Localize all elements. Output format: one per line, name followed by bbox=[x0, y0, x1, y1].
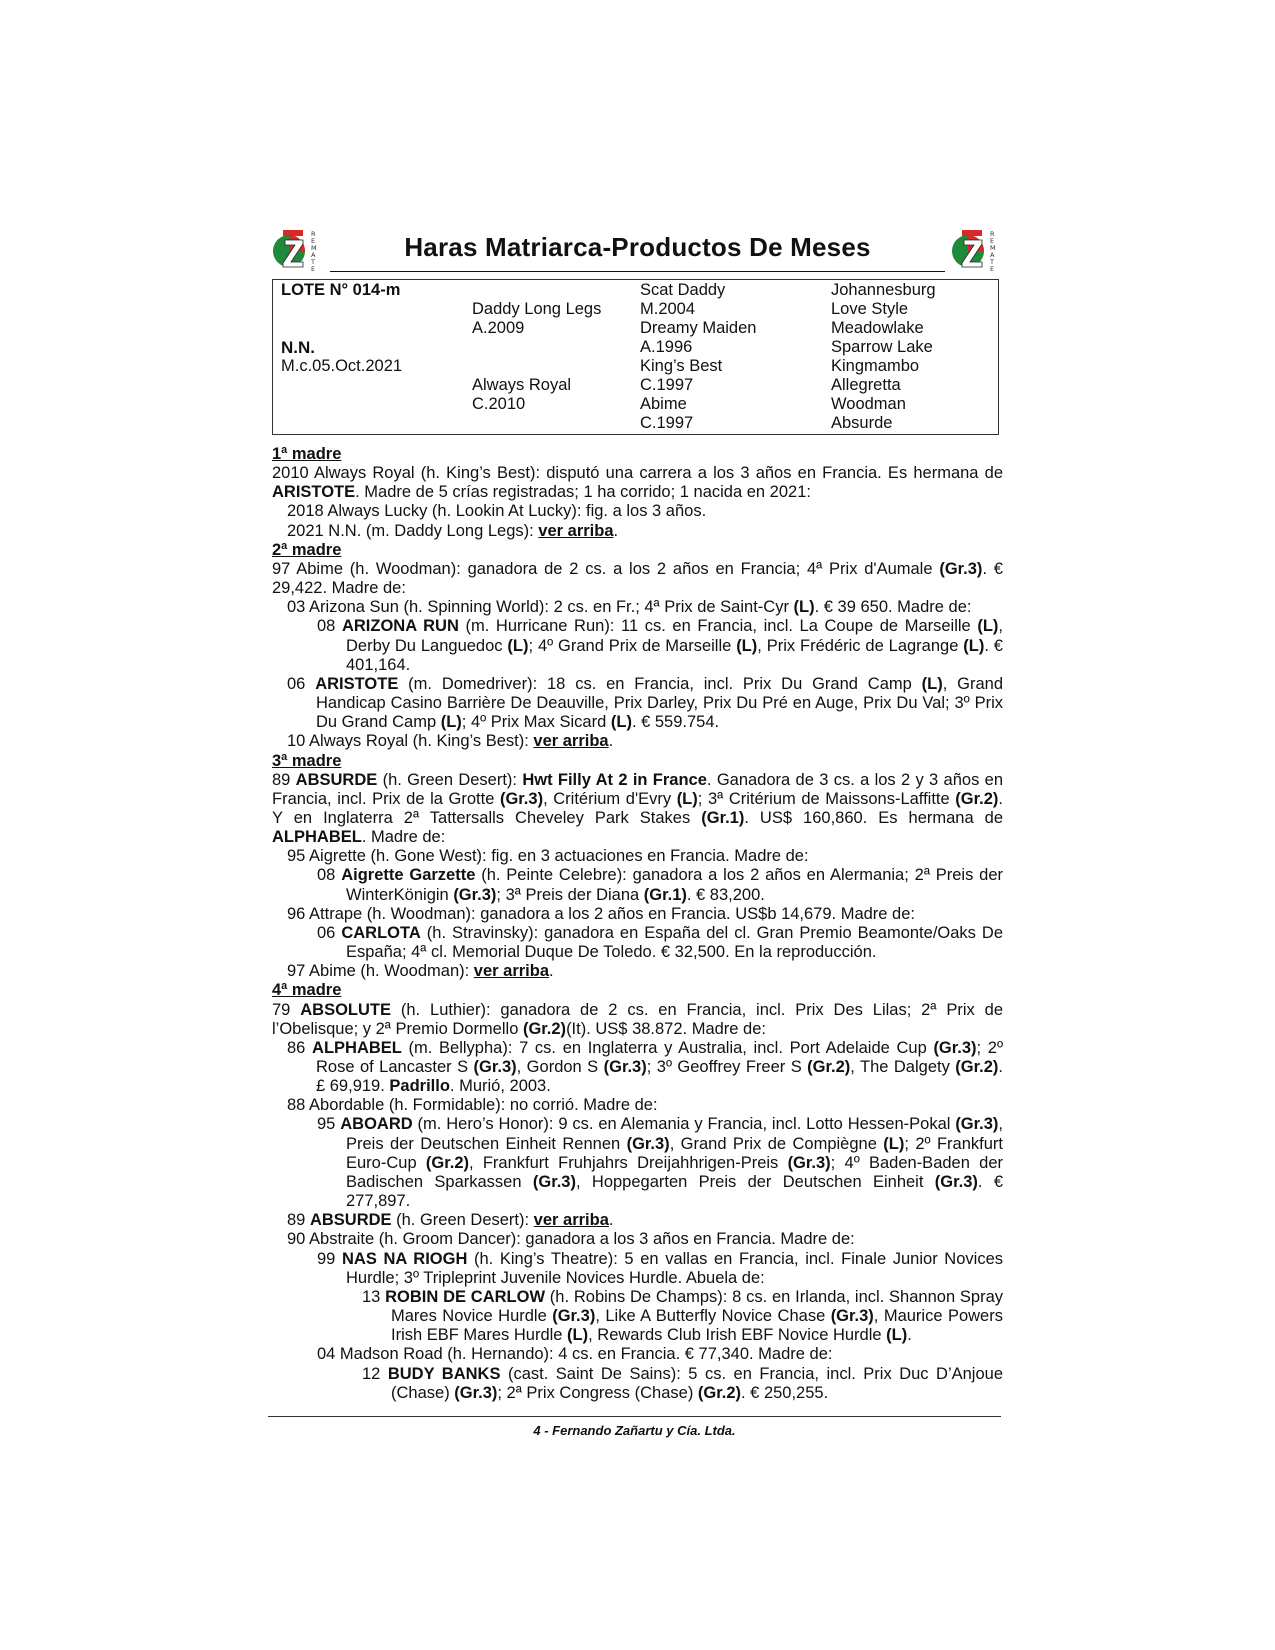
dam-2-paragraph: 97 Abime (h. Woodman): ganadora de 2 cs. a los 2 años en Francia; 4ª Prix d'Aumale (Gr.3). € 29,422. Madre de: bbox=[272, 559, 1003, 598]
footer-rule bbox=[268, 1416, 1001, 1417]
svg-text:E: E bbox=[311, 237, 316, 245]
dam-4-paragraph: 79 ABSOLUTE (h. Luthier): ganadora de 2 cs. en Francia, incl. Prix Des Lilas; 2ª Prix de l’Obelisque; y 2ª Premio Dormello (Gr.2)(It). US$ 38.872. Madre de: bbox=[272, 1000, 1004, 1038]
grandsire-paternal-year: M.2004 bbox=[640, 300, 696, 318]
great-grandparent: Allegretta bbox=[831, 376, 901, 394]
remates-logo-left bbox=[271, 226, 321, 274]
list-item: 08 Aigrette Garzette (h. Peinte Celebre): ganadora a los 2 años en Alermania; 2ª Preis der WinterKönigin (Gr.3); 3ª Preis der Diana (Gr.1). € 83,200. bbox=[317, 866, 1004, 904]
list-item: 03 Arizona Sun (h. Spinning World): 2 cs. en Fr.; 4ª Prix de Saint-Cyr (L). € 39 650. Madre de: bbox=[287, 598, 972, 617]
remates-logo-right bbox=[950, 226, 1000, 274]
section-heading-4: 4ª madre bbox=[272, 981, 342, 1000]
list-item: 90 Abstraite (h. Groom Dancer): ganadora a los 3 años en Francia. Madre de: bbox=[287, 1230, 855, 1249]
dam-3-paragraph: 89 ABSURDE (h. Green Desert): Hwt Filly At 2 in France. Ganadora de 3 cs. a los 2 y 3 años en Francia, incl. Prix de la Grotte (Gr.3), Critérium d'Evry (L); 3ª Critérium de Maissons-Laffitte (Gr.2). Y en Inglaterra 2ª Tattersalls Cheveley Park Stakes (Gr.1). US$ 160,860. Es hermana de ALPHABEL. Madre de: bbox=[272, 770, 1004, 847]
dam-1-paragraph: 2010 Always Royal (h. King’s Best): disputó una carrera a los 3 años en Francia. Es hermana de ARISTOTE. Madre de 5 crías registradas; 1 ha corrido; 1 nacida en 2021: bbox=[272, 464, 1003, 502]
great-grandparent: Meadowlake bbox=[831, 319, 924, 337]
svg-text:M: M bbox=[990, 244, 996, 252]
list-item: 06 CARLOTA (h. Stravinsky): ganadora en España del cl. Gran Premio Beamonte/Oaks De España; 4ª cl. Memorial Duque De Toledo. € 32,500. En la reproducción. bbox=[317, 923, 1003, 962]
list-item: 08 ARIZONA RUN (m. Hurricane Run): 11 cs. en Francia, incl. La Coupe de Marseille (L), Derby Du Languedoc (L); 4º Grand Prix de Marseille (L), Prix Frédéric de Lagrange (L). € 401,164. bbox=[317, 617, 1003, 674]
list-item: 97 Abime (h. Woodman): ver arriba. bbox=[287, 962, 554, 981]
list-item: 2018 Always Lucky (h. Lookin At Lucky): fig. a los 3 años. bbox=[287, 502, 707, 521]
pedigree-notes bbox=[272, 445, 1003, 1403]
ver-arriba-link: ver arriba bbox=[538, 521, 614, 540]
footer-text: 4 - Fernando Zañartu y Cía. Ltda. bbox=[533, 1423, 736, 1438]
sire-year: A.2009 bbox=[472, 319, 525, 337]
svg-text:A: A bbox=[990, 251, 995, 259]
sire-name: Daddy Long Legs bbox=[472, 300, 602, 318]
list-item: 95 Aigrette (h. Gone West): fig. en 3 actuaciones en Francia. Madre de: bbox=[287, 847, 809, 866]
svg-text:R: R bbox=[990, 230, 995, 238]
great-grandparent: Johannesburg bbox=[831, 281, 936, 299]
section-heading-2: 2ª madre bbox=[272, 540, 342, 559]
granddam-paternal-year: A.1996 bbox=[640, 338, 693, 356]
great-grandparent: Sparrow Lake bbox=[831, 338, 933, 356]
ver-arriba-link: ver arriba bbox=[473, 962, 550, 981]
list-item: 88 Abordable (h. Formidable): no corrió. Madre de: bbox=[287, 1096, 658, 1115]
dam-name: Always Royal bbox=[472, 376, 572, 394]
svg-text:E: E bbox=[311, 265, 316, 273]
great-grandparent: Kingmambo bbox=[831, 357, 920, 375]
list-item: 06 ARISTOTE (m. Domedriver): 18 cs. en Francia, incl. Prix Du Grand Camp (L), Grand Handicap Casino Barrière De Deauville, Prix Darley, Prix Du Pré en Auge, Prix Du Val; 3º Prix Du Grand Camp (L); 4º Prix Max Sicard (L). € 559.754. bbox=[287, 674, 1004, 732]
svg-text:A: A bbox=[311, 251, 316, 259]
list-item: 2021 N.N. (m. Daddy Long Legs): ver arriba. bbox=[287, 521, 619, 540]
granddam-maternal-year: C.1997 bbox=[640, 414, 694, 432]
great-grandparent: Love Style bbox=[831, 300, 909, 318]
section-heading-3: 3ª madre bbox=[272, 751, 342, 770]
great-grandparent: Woodman bbox=[831, 395, 906, 413]
pedigree-table bbox=[272, 279, 999, 435]
ver-arriba-link: ver arriba bbox=[533, 732, 609, 751]
list-item: 96 Attrape (h. Woodman): ganadora a los 2 años en Francia. US$b 14,679. Madre de: bbox=[287, 904, 915, 923]
list-item: 04 Madson Road (h. Hernando): 4 cs. en Francia. € 77,340. Madre de: bbox=[317, 1345, 833, 1364]
grandsire-paternal: Scat Daddy bbox=[640, 281, 726, 299]
svg-text:R: R bbox=[311, 230, 316, 238]
svg-text:T: T bbox=[990, 258, 994, 266]
horse-birth: M.c.05.Oct.2021 bbox=[281, 357, 403, 375]
page-title: Haras Matriarca-Productos De Meses bbox=[404, 232, 871, 262]
list-item: 89 ABSURDE (h. Green Desert): ver arriba. bbox=[287, 1211, 614, 1230]
svg-text:E: E bbox=[990, 237, 995, 245]
lot-number: LOTE N° 014-m bbox=[281, 281, 401, 299]
svg-text:T: T bbox=[311, 258, 315, 266]
list-item: 12 BUDY BANKS (cast. Saint De Sains): 5 cs. en Francia, incl. Prix Duc D’Anjoue (Chase) (Gr.3); 2ª Prix Congress (Chase) (Gr.2). € 250,255. bbox=[362, 1364, 1003, 1402]
ver-arriba-link: ver arriba bbox=[533, 1211, 609, 1230]
granddam-maternal: Abime bbox=[640, 395, 687, 413]
great-grandparent: Absurde bbox=[831, 414, 893, 432]
grandsire-maternal: King’s Best bbox=[640, 357, 723, 375]
list-item: 13 ROBIN DE CARLOW (h. Robins De Champs): 8 cs. en Irlanda, incl. Shannon Spray Mares Novice Hurdle (Gr.3), Like A Butterfly Novice Chase (Gr.3), Maurice Powers Irish EBF Mares Hurdle (L), Rewards Club Irish EBF Novice Hurdle (L). bbox=[362, 1287, 1004, 1345]
granddam-paternal: Dreamy Maiden bbox=[640, 319, 757, 337]
list-item: 95 ABOARD (m. Hero’s Honor): 9 cs. en Alemania y Francia, incl. Lotto Hessen-Pokal (Gr.3), Preis der Deutschen Einheit Rennen (Gr.3), Grand Prix de Compiègne (L); 2º Frankfurt Euro-Cup (Gr.2), Frankfurt Fruhjahrs Dreijahhrigen-Preis (Gr.3); 4º Baden-Baden der Badischen Sparkassen (Gr.3), Hoppegarten Preis der Deutschen Einheit (Gr.3). € 277,897. bbox=[317, 1115, 1004, 1211]
grandsire-maternal-year: C.1997 bbox=[640, 376, 694, 394]
section-heading-1: 1ª madre bbox=[272, 445, 342, 463]
title-underline bbox=[330, 271, 945, 272]
list-item: 99 NAS NA RIOGH (h. King’s Theatre): 5 en vallas en Francia, incl. Finale Junior Novices Hurdle; 3º Tripleprint Juvenile Novices Hurdle. Abuela de: bbox=[317, 1249, 1003, 1287]
list-item: 10 Always Royal (h. King’s Best): ver arriba. bbox=[287, 732, 614, 751]
svg-text:M: M bbox=[311, 244, 317, 252]
horse-name: N.N. bbox=[281, 338, 315, 357]
dam-year: C.2010 bbox=[472, 395, 526, 413]
svg-text:E: E bbox=[990, 265, 995, 273]
list-item: 86 ALPHABEL (m. Bellypha): 7 cs. en Inglaterra y Australia, incl. Port Adelaide Cup (Gr.3); 2º Rose of Lancaster S (Gr.3), Gordon S (Gr.3); 3º Geoffrey Freer S (Gr.2), The Dalgety (Gr.2). £ 69,919. Padrillo. Murió, 2003. bbox=[287, 1038, 1004, 1096]
